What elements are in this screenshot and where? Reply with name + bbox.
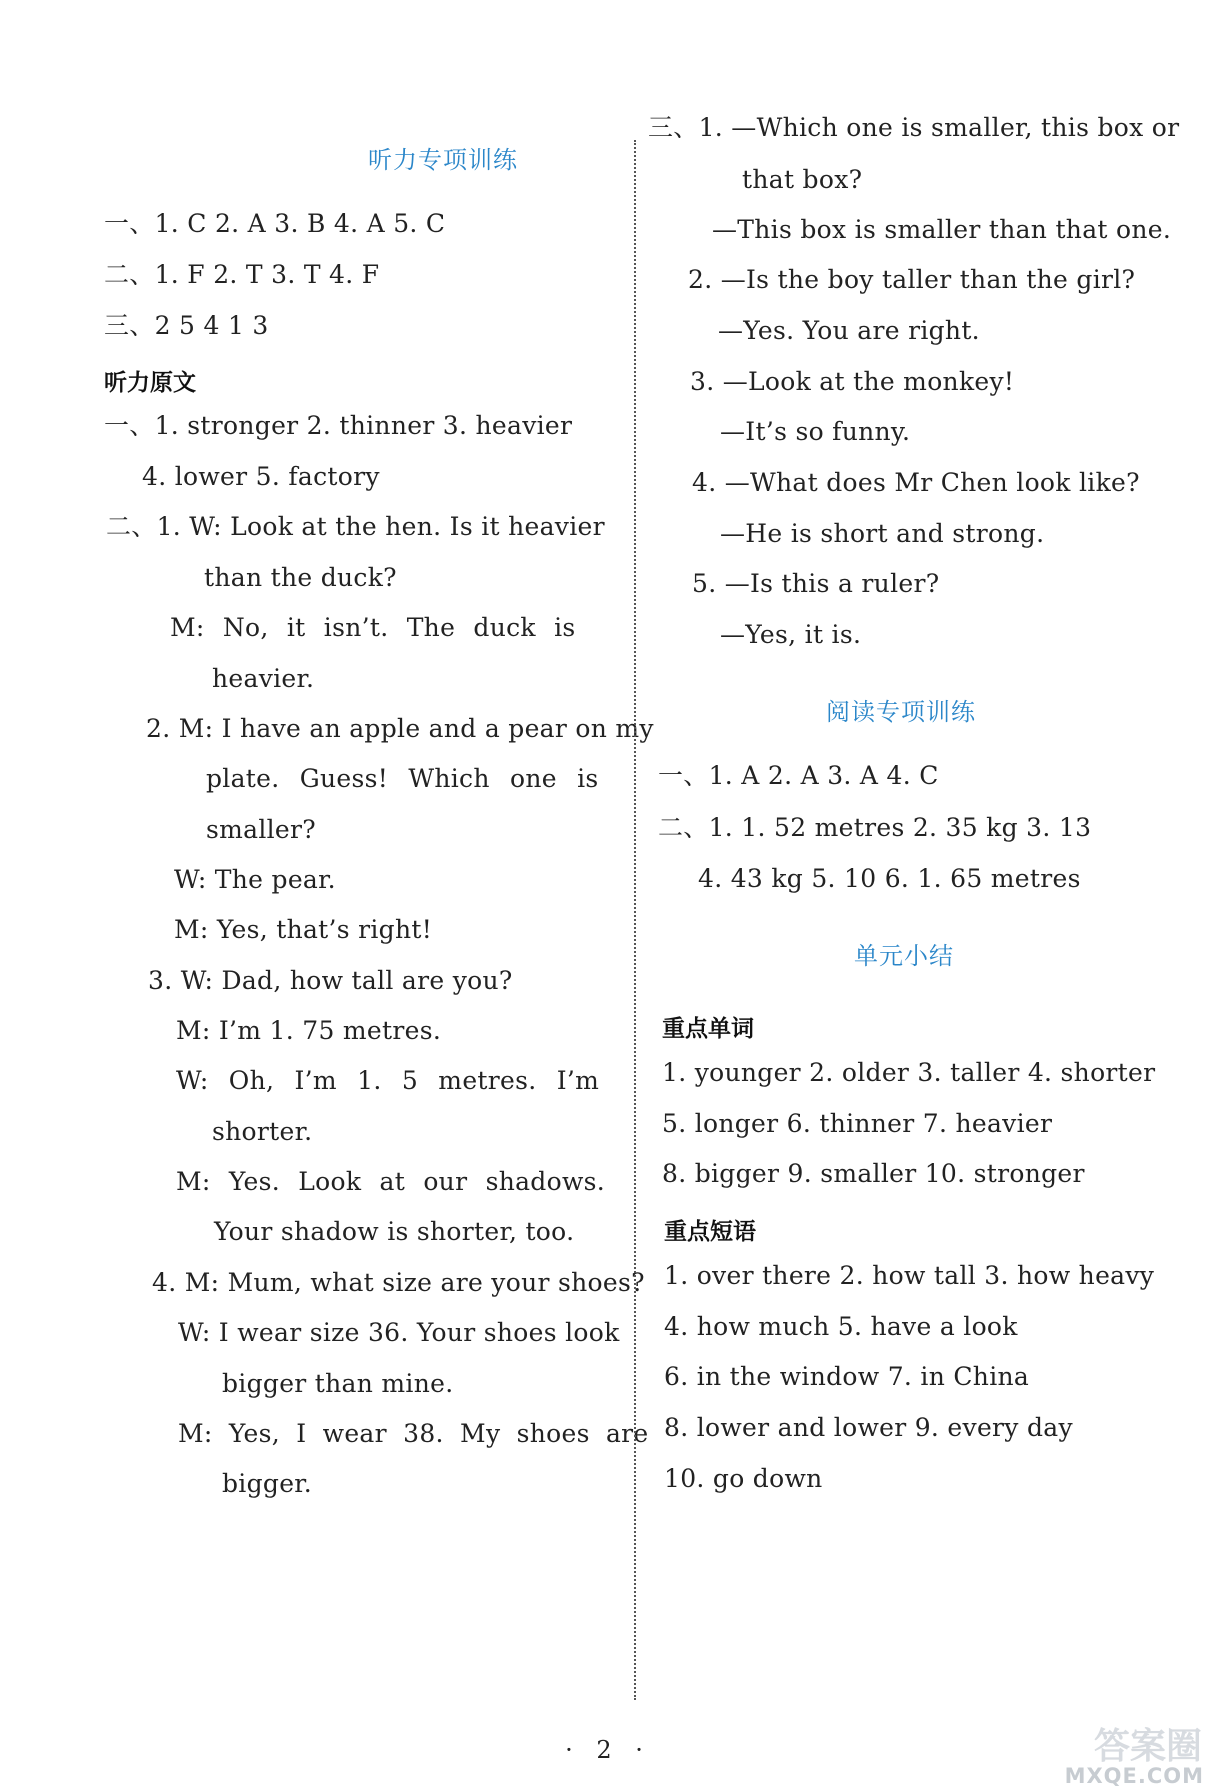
dialog2-line-5: M: Yes, that’s right! xyxy=(174,915,433,944)
watermark-site: MXQE.COM xyxy=(1064,1764,1204,1788)
part3-line-4: 2. —Is the boy taller than the girl? xyxy=(688,265,1136,294)
dialog1-line-4: heavier. xyxy=(212,664,315,693)
part3-line-5: —Yes. You are right. xyxy=(718,316,980,345)
dialog3-line-4: shorter. xyxy=(212,1117,313,1146)
reading-line-3: 4. 43 kg 5. 10 6. 1. 65 metres xyxy=(698,864,1081,893)
part3-line-7: —It’s so funny. xyxy=(720,417,911,446)
reading-line-1: 一、1. A 2. A 3. A 4. C xyxy=(658,761,939,790)
words-line-2: 5. longer 6. thinner 7. heavier xyxy=(662,1109,1053,1138)
dialog3-line-2: M: I’m 1. 75 metres. xyxy=(176,1016,442,1045)
phrases-line-5: 10. go down xyxy=(664,1464,823,1493)
part3-line-3: —This box is smaller than that one. xyxy=(712,215,1172,244)
phrases-title: 重点短语 xyxy=(664,1219,756,1245)
part3-line-11: —Yes, it is. xyxy=(720,620,862,649)
phrases-line-3: 6. in the window 7. in China xyxy=(664,1362,1030,1391)
dialog2-line-4: W: The pear. xyxy=(174,865,336,894)
dialog2-line-1: 2. M: I have an apple and a pear on my xyxy=(146,714,654,743)
watermark xyxy=(1060,1718,1208,1788)
dialog2-line-2: plate. Guess! Which one is xyxy=(206,764,599,793)
dialog3-line-5: M: Yes. Look at our shadows. xyxy=(176,1167,606,1196)
dialog4-line-4: M: Yes, I wear 38. My shoes are xyxy=(178,1419,649,1448)
dialog1-line-1: 二、1. W: Look at the hen. Is it heavier xyxy=(106,512,605,541)
dialog4-line-5: bigger. xyxy=(222,1469,313,1498)
script-title: 听力原文 xyxy=(104,370,196,396)
part3-line-2: that box? xyxy=(742,165,863,194)
dialog3-line-1: 3. W: Dad, how tall are you? xyxy=(148,966,513,995)
part3-line-8: 4. —What does Mr Chen look like? xyxy=(692,468,1140,497)
page-number: · 2 · xyxy=(565,1736,651,1764)
part3-line-10: 5. —Is this a ruler? xyxy=(692,569,940,598)
words-line-3: 8. bigger 9. smaller 10. stronger xyxy=(662,1159,1085,1188)
answer-line-1: 一、1. C 2. A 3. B 4. A 5. C xyxy=(104,209,446,238)
part3-line-9: —He is short and strong. xyxy=(720,519,1045,548)
summary-heading: 单元小结 xyxy=(854,942,954,970)
phrases-line-4: 8. lower and lower 9. every day xyxy=(664,1413,1073,1442)
dialog4-line-2: W: I wear size 36. Your shoes look xyxy=(178,1318,620,1347)
dialog1-line-3: M: No, it isn’t. The duck is xyxy=(170,613,576,642)
dialog3-line-3: W: Oh, I’m 1. 5 metres. I’m xyxy=(176,1066,600,1095)
column-divider xyxy=(634,140,636,1700)
words-line-1: 1. younger 2. older 3. taller 4. shorter xyxy=(662,1058,1156,1087)
phrases-line-1: 1. over there 2. how tall 3. how heavy xyxy=(664,1261,1155,1290)
dialog4-line-1: 4. M: Mum, what size are your shoes? xyxy=(152,1268,645,1297)
answer-line-3: 三、2 5 4 1 3 xyxy=(104,311,269,340)
part1-line-1: 一、1. stronger 2. thinner 3. heavier xyxy=(104,411,573,440)
dialog2-line-3: smaller? xyxy=(206,815,316,844)
part3-line-1: 三、1. —Which one is smaller, this box or xyxy=(648,113,1180,142)
dialog1-line-2: than the duck? xyxy=(204,563,397,592)
listening-heading: 听力专项训练 xyxy=(368,146,518,174)
words-title: 重点单词 xyxy=(662,1016,754,1042)
answer-line-2: 二、1. F 2. T 3. T 4. F xyxy=(104,260,380,289)
dialog3-line-6: Your shadow is shorter, too. xyxy=(214,1217,575,1246)
part3-line-6: 3. —Look at the monkey! xyxy=(690,367,1015,396)
part1-line-2: 4. lower 5. factory xyxy=(142,462,380,491)
watermark-logo-icon: 答案圈 xyxy=(1093,1726,1202,1767)
phrases-line-2: 4. how much 5. have a look xyxy=(664,1312,1018,1341)
reading-heading: 阅读专项训练 xyxy=(826,698,976,726)
reading-line-2: 二、1. 1. 52 metres 2. 35 kg 3. 13 xyxy=(658,813,1092,842)
dialog4-line-3: bigger than mine. xyxy=(222,1369,454,1398)
